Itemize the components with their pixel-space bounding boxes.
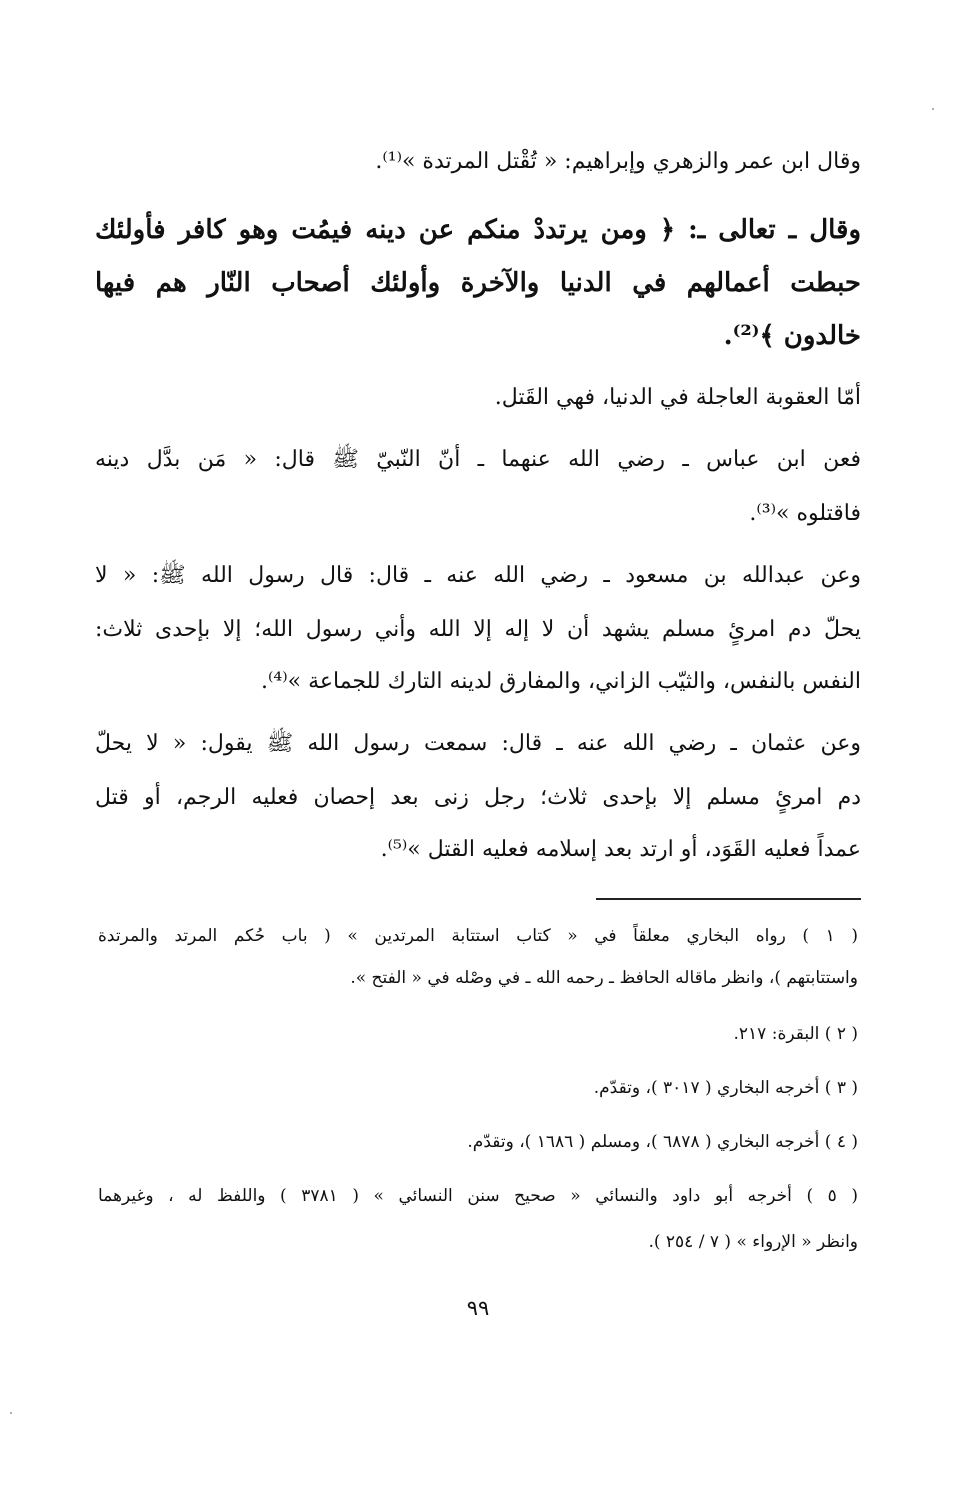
hadith-uthman-line-1: وعن عثمان ـ رضي الله عنه ـ قال: سمعت رسول الله ﷺ يقول: « لا يحلّ [95, 731, 861, 756]
footnote-1-line-1: ( ١ ) رواه البخاري معلقاً في « كتاب استتابة المرتدين » ( باب حُكم المرتد والمرتدة [98, 926, 858, 946]
footnote-separator [596, 898, 861, 900]
quran-verse-line-1: وقال ـ تعالى ـ: ﴿ ومن يرتددْ منكم عن دينه فيمُت وهو كافر فأولئك [95, 215, 861, 245]
quran-verse-line-3: خالدون ﴾⁽²⁾. [723, 321, 861, 351]
footnote-2: ( ٢ ) البقرة: ٢١٧. [733, 1024, 858, 1044]
hadith-uthman-line-2: دم امرئٍ مسلم إلا بإحدى ثلاث؛ رجل زنى بعد إحصان فعليه الرجم، أو قتل [95, 785, 861, 810]
quran-verse-line-2: حبطت أعمالهم في الدنيا والآخرة وأولئك أصحاب النّار هم فيها [95, 268, 861, 298]
text-line-punishment: أمّا العقوبة العاجلة في الدنيا، فهي القَتل. [494, 385, 861, 410]
hadith-uthman-line-3: عمداً فعليه القَوَد، أو ارتد بعد إسلامه فعليه القتل »⁽⁵⁾. [380, 837, 861, 862]
page-number: ٩٩ [466, 1296, 490, 1320]
footnote-5-line-1: ( ٥ ) أخرجه أبو داود والنسائي « صحيح سنن النسائي » ( ٣٧٨١ ) واللفظ له ، وغيرهما [98, 1186, 858, 1206]
hadith-ibn-masud-line-1: وعن عبدالله بن مسعود ـ رضي الله عنه ـ قال: قال رسول الله ﷺ: « لا [95, 563, 861, 588]
footnote-3: ( ٣ ) أخرجه البخاري ( ٣٠١٧ )، وتقدّم. [593, 1078, 858, 1098]
footnote-4: ( ٤ ) أخرجه البخاري ( ٦٨٧٨ )، ومسلم ( ١٦٨٦ )، وتقدّم. [467, 1132, 858, 1152]
hadith-ibn-masud-line-3: النفس بالنفس، والثيّب الزاني، والمفارق لدينه التارك للجماعة »⁽⁴⁾. [260, 669, 861, 694]
scan-speck [10, 1412, 12, 1414]
text-line-ibn-umar: وقال ابن عمر والزهري وإبراهيم: « تُقْتل المرتدة »⁽¹⁾. [375, 149, 861, 174]
footnote-1-line-2: واستتابتهم )، وانظر ماقاله الحافظ ـ رحمه الله ـ في وصْله في « الفتح ». [350, 968, 858, 988]
hadith-ibn-abbas-line-1: فعن ابن عباس ـ رضي الله عنهما ـ أنّ النّبيّ ﷺ قال: « مَن بدَّل دينه [95, 447, 861, 472]
hadith-ibn-abbas-line-2: فاقتلوه »⁽³⁾. [749, 501, 861, 526]
scan-speck [932, 108, 934, 110]
footnote-5-line-2: وانظر « الإرواء » ( ٧ / ٢٥٤ ). [648, 1232, 858, 1252]
hadith-ibn-masud-line-2: يحلّ دم امرئٍ مسلم يشهد أن لا إله إلا الله وأني رسول الله؛ إلا بإحدى ثلاث: [95, 617, 861, 642]
